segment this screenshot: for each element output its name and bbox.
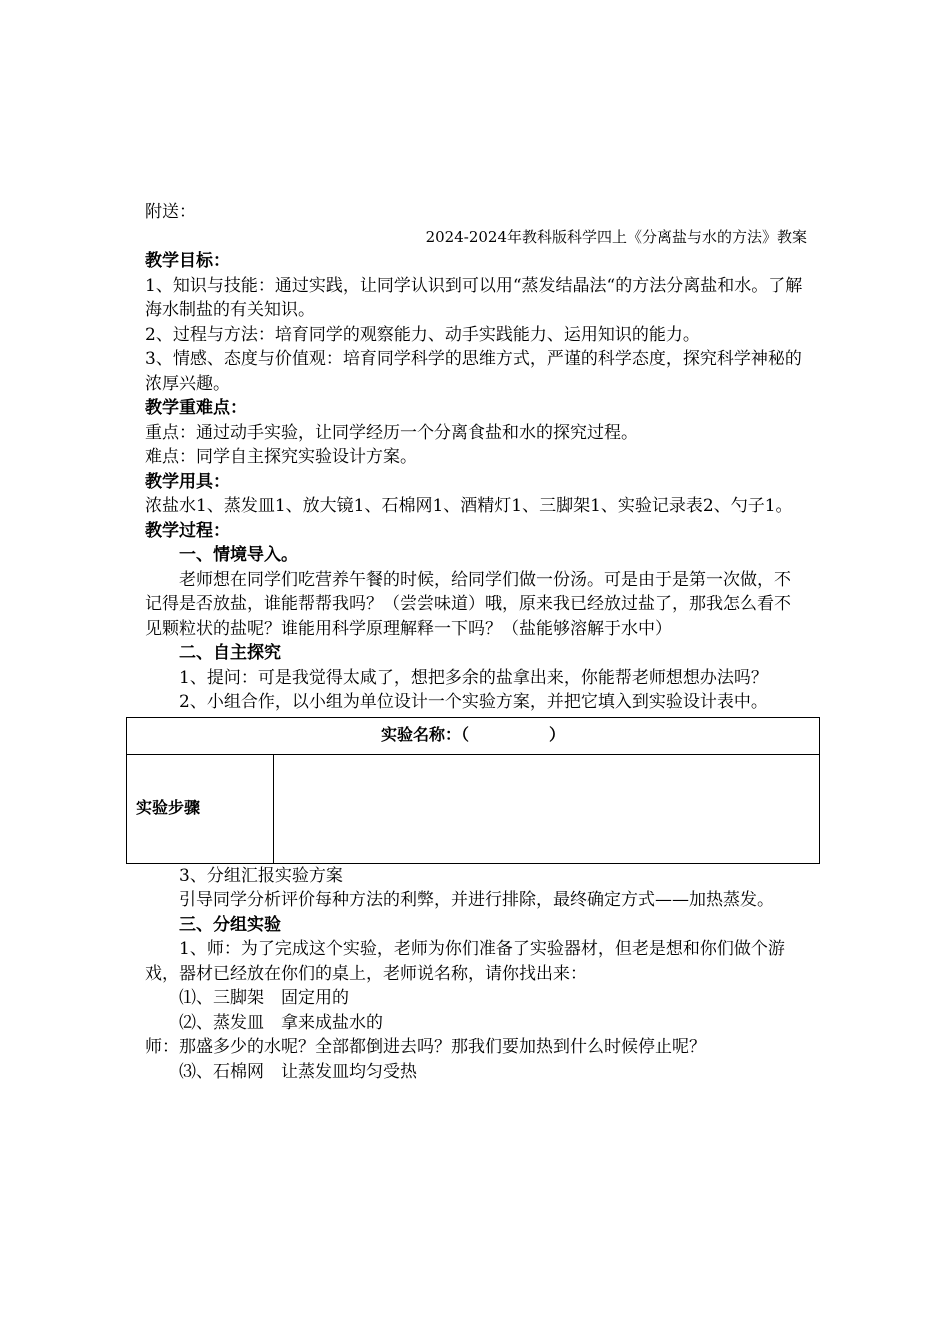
key-points-heading: 教学重难点： — [145, 398, 247, 418]
section-2-paragraph: 引导同学分析评价每种方法的利弊，并进行排除，最终确定方式——加热蒸发。 — [179, 890, 774, 910]
section-2-title: 二、自主探究 — [179, 643, 281, 663]
objectives-heading: 教学目标： — [145, 251, 230, 271]
objective-item: 2、过程与方法：培育同学的观察能力、动手实践能力、运用知识的能力。 — [145, 324, 700, 345]
section-1-text: 老师想在同学们吃营养午餐的时候，给同学们做一份汤。可是由于是第一次做，不记得是否放盐，谁能帮帮我吗？（尝尝味道）哦，原来我已经放过盐了，那我怎么看不见颗粒状的盐呢？谁能用科学原理解释一下吗？（盐能够溶解于水中） — [145, 569, 791, 639]
section-1-title: 一、情境导入。 — [179, 545, 298, 565]
process-heading: 教学过程： — [145, 520, 230, 541]
equipment-item: ⑶、石棉网 让蒸发皿均匀受热 — [179, 1061, 417, 1082]
lesson-plan-page — [136, 200, 807, 1084]
appendix-label: 附送： — [145, 202, 196, 222]
experiment-name-cell: 实验名称：（ ） — [127, 717, 820, 754]
materials-heading: 教学用具： — [145, 471, 230, 492]
section-3-paragraph: 1、师：为了完成这个实验，老师为你们准备了实验器材，但老是想和你们做个游戏，器材已经放在你们的桌上，老师说名称，请你找出来： — [145, 939, 785, 984]
materials-list: 浓盐水1、蒸发皿1、放大镜1、石棉网1、酒精灯1、三脚架1、实验记录表2、勺子1。 — [145, 496, 793, 516]
section-2-paragraph: 3、分组汇报实验方案 — [179, 865, 343, 886]
key-point: 重点：通过动手实验，让同学经历一个分离食盐和水的探究过程。 — [145, 422, 638, 443]
objective-item: 1、知识与技能：通过实践，让同学认识到可以用“蒸发结晶法“的方法分离盐和水。了解海水制盐的有关知识。 — [145, 275, 803, 320]
experiment-design-table — [126, 717, 820, 864]
teacher-question: 师：那盛多少的水呢？全部都倒进去吗？那我们要加热到什么时候停止呢？ — [145, 1037, 706, 1057]
equipment-item: ⑴、三脚架 固定用的 — [179, 988, 349, 1008]
document-title: 2024-2024年教科版科学四上《分离盐与水的方法》教案 — [425, 227, 807, 246]
equipment-item: ⑵、蒸发皿 拿来成盐水的 — [179, 1012, 383, 1033]
section-2-paragraph: 2、小组合作，以小组为单位设计一个实验方案，并把它填入到实验设计表中。 — [179, 692, 768, 712]
section-3-title: 三、分组实验 — [179, 914, 281, 935]
objective-item: 3、情感、态度与价值观：培育同学科学的思维方式，严谨的科学态度，探究科学神秘的浓厚兴趣。 — [145, 349, 802, 394]
experiment-steps-value — [274, 754, 820, 863]
experiment-steps-label: 实验步骤 — [127, 754, 274, 863]
difficult-point: 难点：同学自主探究实验设计方案。 — [145, 447, 417, 467]
section-2-paragraph: 1、提问：可是我觉得太咸了，想把多余的盐拿出来，你能帮老师想想办法吗？ — [179, 667, 768, 688]
